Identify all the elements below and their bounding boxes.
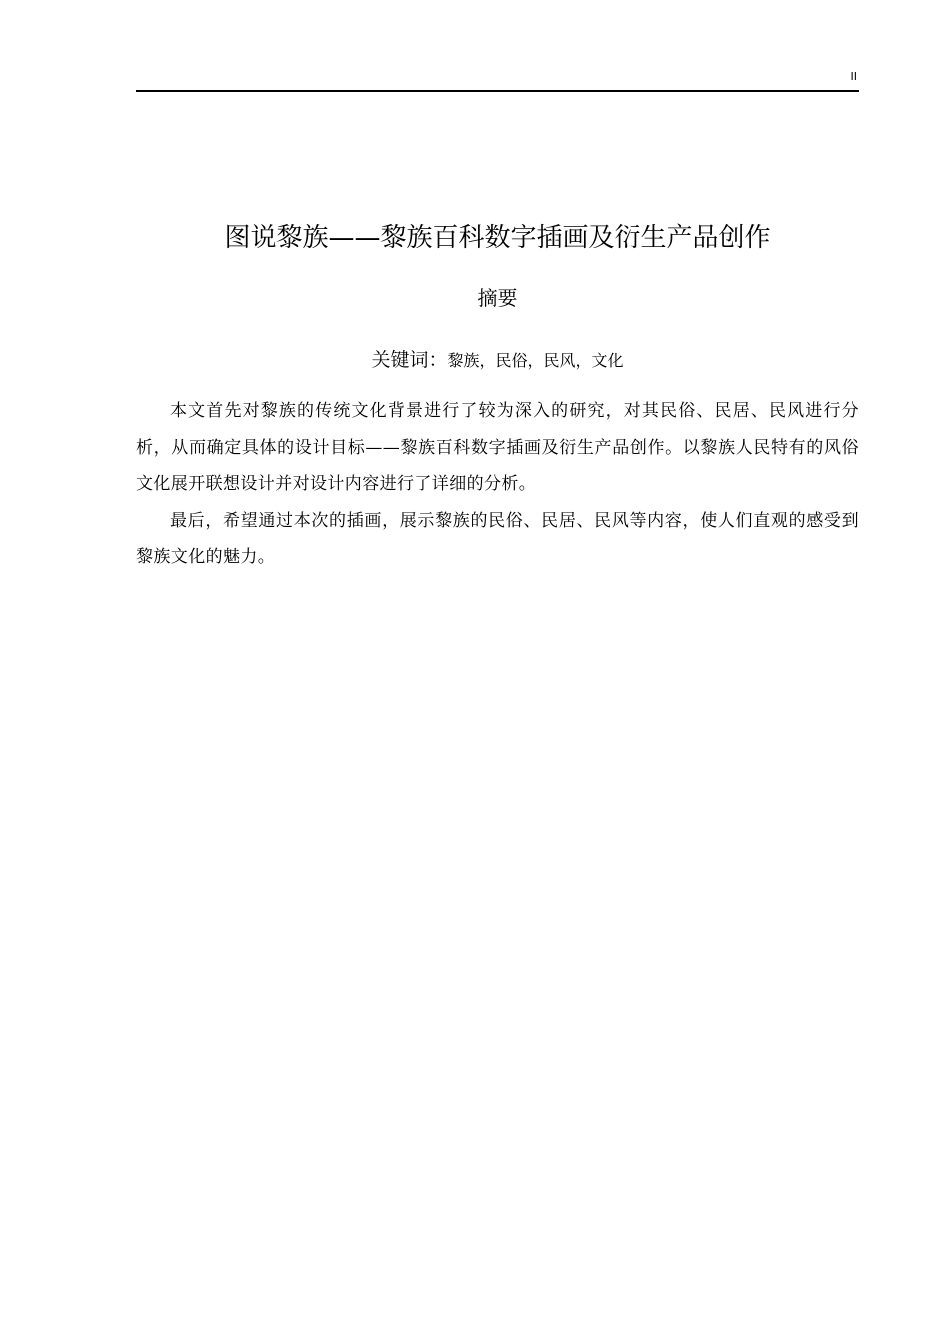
keywords-line bbox=[136, 345, 859, 376]
page-header bbox=[136, 66, 859, 92]
abstract-paragraph: 最后，希望通过本次的插画，展示黎族的民俗、民居、民风等内容，使人们直观的感受到黎族文化的魅力。 bbox=[136, 510, 859, 567]
document-title: 图说黎族——黎族百科数字插画及衍生产品创作 bbox=[224, 223, 771, 253]
abstract-paragraph: 本文首先对黎族的传统文化背景进行了较为深入的研究，对其民俗、民居、民风进行分析，从而确定具体的设计目标——黎族百科数字插画及衍生产品创作。以黎族人民特有的风俗文化展开联想设计并对设计内容进行了详细的分析。 bbox=[136, 401, 859, 494]
keywords-label: 关键词： bbox=[371, 349, 448, 371]
page-number: II bbox=[850, 70, 857, 83]
abstract-body bbox=[136, 393, 859, 576]
keywords-value: 黎族，民俗，民风，文化 bbox=[447, 351, 624, 370]
abstract-heading: 摘要 bbox=[477, 286, 518, 310]
